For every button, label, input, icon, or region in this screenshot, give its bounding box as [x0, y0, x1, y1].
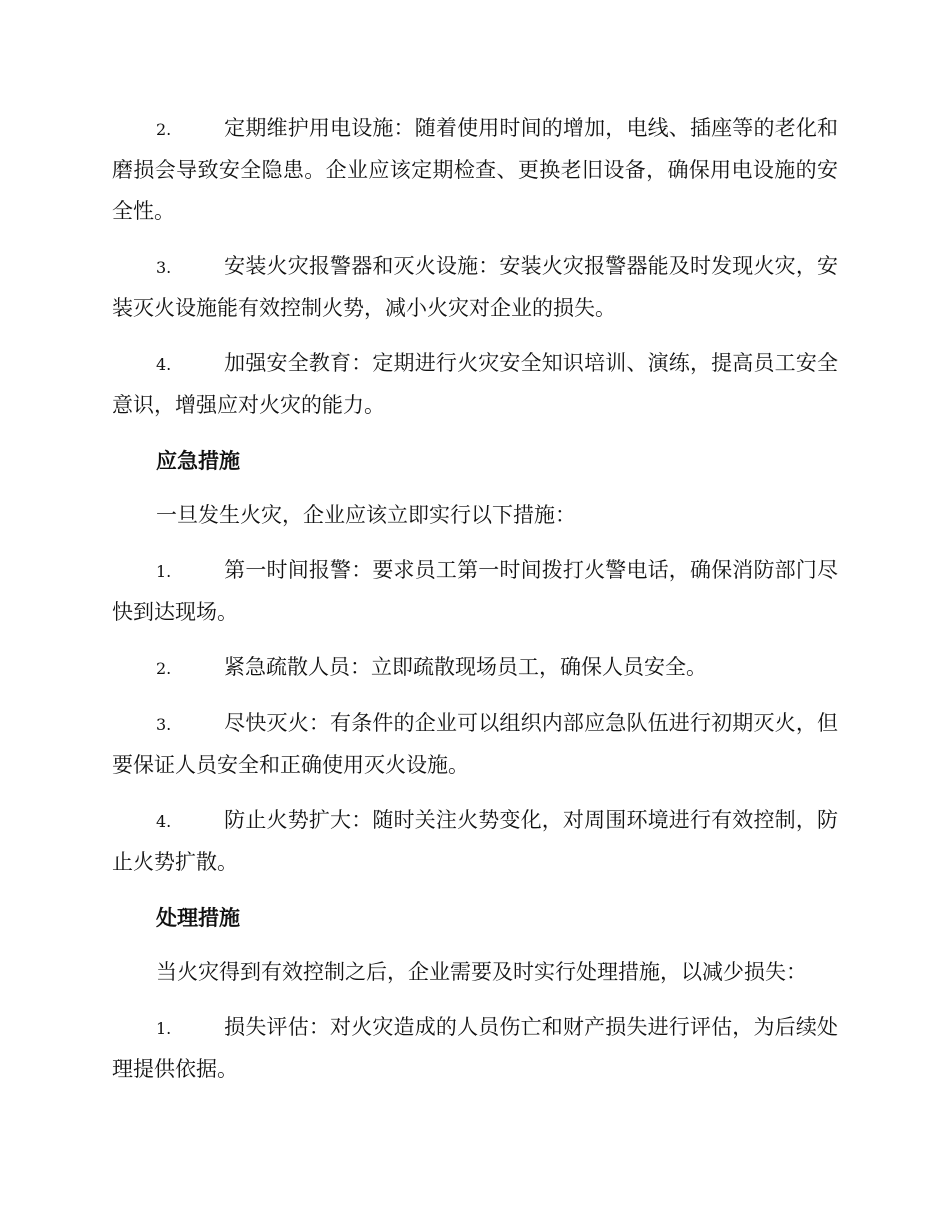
list-number: 4. [156, 812, 172, 831]
section-intro-handling: 当火灾得到有效控制之后，企业需要及时实行处理措施，以减少损失： [156, 960, 807, 984]
list-text: 定期维护用电设施：随着使用时间的增加，电线、插座等的老化和磨损会导致安全隐患。企业应该定期检查、更换老旧设备，确保用电设施的安全性。 [112, 116, 838, 223]
list-text: 安装火灾报警器和灭火设施：安装火灾报警器能及时发现火灾，安装灭火设施能有效控制火势，减小火灾对企业的损失。 [112, 254, 838, 320]
list-number: 1. [156, 1019, 172, 1038]
document-body [112, 108, 838, 1104]
list-item [112, 647, 838, 689]
list-item [112, 246, 838, 329]
list-number: 4. [156, 355, 172, 374]
list-item [112, 800, 838, 883]
list-item [112, 703, 838, 786]
list-item [112, 550, 838, 633]
list-number: 2. [156, 659, 172, 678]
list-number: 3. [156, 258, 172, 277]
list-text: 尽快灭火：有条件的企业可以组织内部应急队伍进行初期灭火，但要保证人员安全和正确使用灭火设施。 [112, 711, 838, 777]
section-intro-emergency: 一旦发生火灾，企业应该立即实行以下措施： [156, 503, 576, 527]
list-item [112, 1007, 838, 1090]
list-number: 2. [156, 120, 172, 139]
list-text: 紧急疏散人员：立即疏散现场员工，确保人员安全。 [224, 655, 707, 679]
list-text: 防止火势扩大：随时关注火势变化，对周围环境进行有效控制，防止火势扩散。 [112, 808, 838, 874]
list-text: 第一时间报警：要求员工第一时间拨打火警电话，确保消防部门尽快到达现场。 [112, 558, 838, 624]
section-heading-handling: 处理措施 [156, 905, 240, 930]
list-item [112, 108, 838, 232]
list-text: 加强安全教育：定期进行火灾安全知识培训、演练，提高员工安全意识，增强应对火灾的能力。 [112, 351, 838, 417]
list-item [112, 343, 838, 426]
section-heading-emergency: 应急措施 [156, 448, 240, 473]
list-number: 3. [156, 715, 172, 734]
list-number: 1. [156, 562, 172, 581]
list-text: 损失评估：对火灾造成的人员伤亡和财产损失进行评估，为后续处理提供依据。 [112, 1015, 838, 1081]
